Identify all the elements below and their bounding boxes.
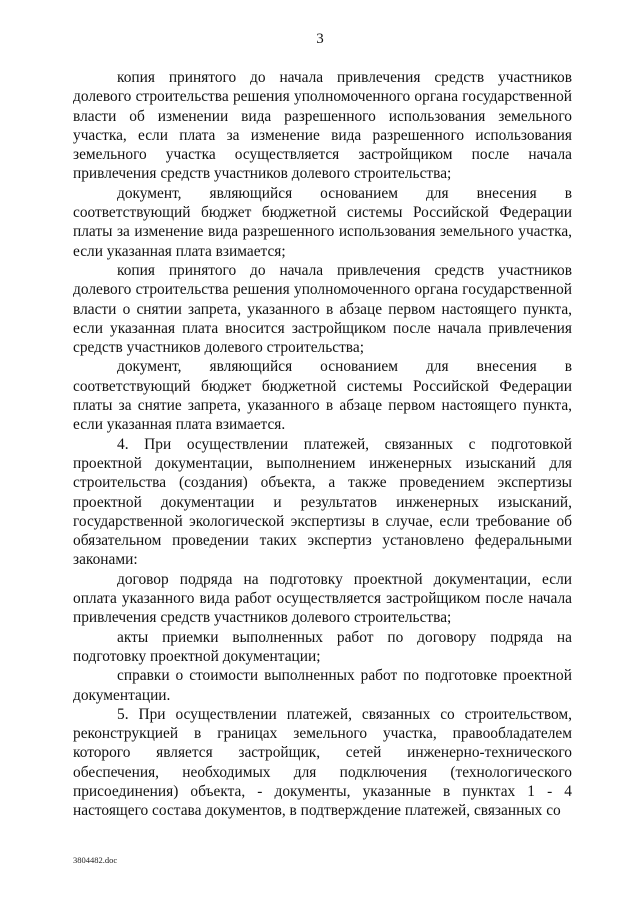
- paragraph-2: документ, являющийся основанием для внесения в соответствующий бюджет бюджетной системы Российской Федерации платы за изменение вида разрешенного использования земельного участка, если указанная плата взимается;: [73, 184, 572, 260]
- paragraph-1: копия принятого до начала привлечения средств участников долевого строительства решения уполномоченного органа государственной власти об изменении вида разрешенного использования земельного участка, если плата за изменение вида разрешенного использования земельного участка осуществляется застройщиком после начала привлечения средств участников долевого строительства;: [73, 69, 572, 183]
- paragraph-3: копия принятого до начала привлечения средств участников долевого строительства решения уполномоченного органа государственной власти о снятии запрета, указанного в абзаце первом настоящего пункта, если указанная плата вносится застройщиком после начала привлечения средств участников долевого строительства;: [73, 261, 572, 357]
- page-number: 3: [316, 31, 324, 47]
- paragraph-7: акты приемки выполненных работ по договору подряда на подготовку проектной документации;: [73, 628, 572, 665]
- footer-document-code: 3804482.doc: [73, 855, 118, 865]
- paragraph-9: 5. При осуществлении платежей, связанных со строительством, реконструкцией в границах земельного участка, правообладателем которого является застройщик, сетей инженерно-технического обеспечения, необходимых для подключения (технологического присоединения) объекта, - документы, указанные в пунктах 1 - 4 настоящего состава документов, в подтверждение платежей, связанных со: [73, 705, 572, 820]
- paragraph-8: справки о стоимости выполненных работ по подготовке проектной документации.: [73, 667, 572, 704]
- paragraph-5: 4. При осуществлении платежей, связанных с подготовкой проектной документации, выполнением инженерных изысканий для строительства (создания) объекта, а также проведением экспертизы проектной документации и результатов инженерных изысканий, государственной экологической экспертизы в случае, если требование об обязательном проведении таких экспертиз установлено федеральными законами:: [73, 435, 572, 569]
- paragraph-4: документ, являющийся основанием для внесения в соответствующий бюджет бюджетной системы Российской Федерации платы за снятие запрета, указанного в абзаце первом настоящего пункта, если указанная плата взимается.: [73, 358, 572, 434]
- document-body: [73, 68, 572, 821]
- paragraph-6: договор подряда на подготовку проектной документации, если оплата указанного вида работ осуществляется застройщиком после начала привлечения средств участников долевого строительства;: [73, 570, 572, 627]
